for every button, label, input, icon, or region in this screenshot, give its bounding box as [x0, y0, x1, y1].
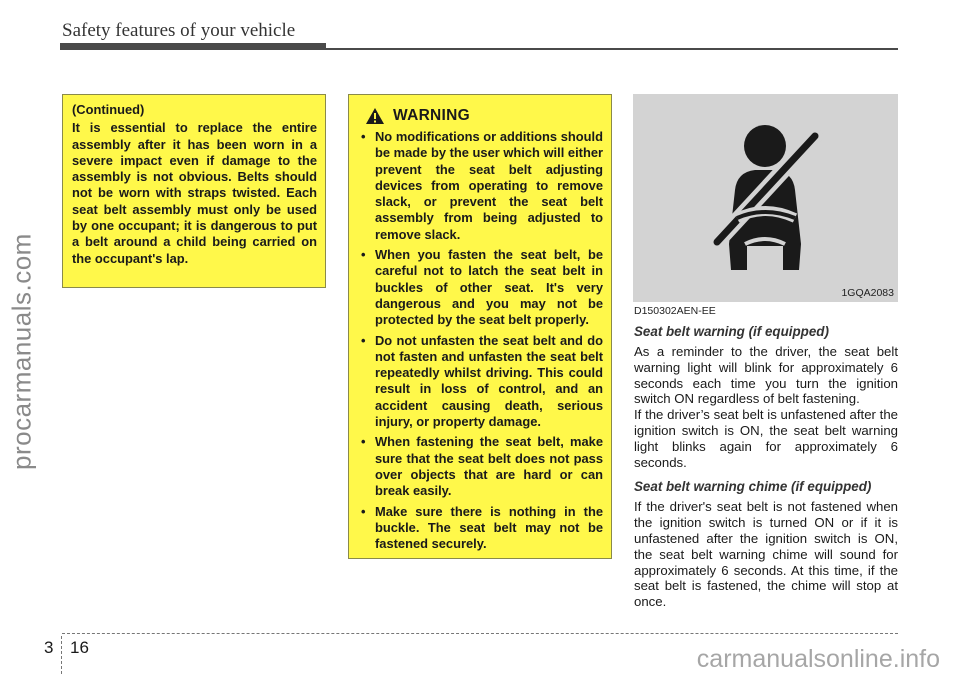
spacer: [634, 470, 898, 479]
warning-list: [357, 129, 603, 552]
illustration-code: 1GQA2083: [841, 287, 894, 299]
warning-item: • Do not unfasten the seat belt and do not fasten and unfasten the seat belt repeatedly whilst driving. This could result in loss of control, and an accident causing death, serious injury, or property damage.: [357, 333, 603, 431]
footer-rule: [62, 633, 898, 634]
footer-section-number: 3: [44, 638, 54, 657]
document-code: D150302AEN-EE: [634, 305, 716, 317]
header-rule-thick: [60, 43, 326, 50]
footer-divider: [61, 636, 62, 674]
right-column: [634, 305, 898, 610]
paragraph: As a reminder to the driver, the seat belt warning light will blink for approximately 6 seconds each time you turn the ignition switch ON regardless of belt fastening.: [634, 344, 898, 407]
warning-header: [357, 107, 603, 125]
warning-triangle-icon: [365, 107, 385, 125]
paragraph: If the driver’s seat belt is unfastened after the ignition switch is ON, the seat belt warning light blinks again for approximately 6 seconds.: [634, 407, 898, 470]
section-heading-seat-belt-warning: Seat belt warning (if equipped): [634, 324, 829, 339]
page-header-title: Safety features of your vehicle: [62, 20, 296, 41]
warning-item: • No modifications or additions should be made by the user which will either prevent the seat belt adjusting devices from operating to remove slack, or prevent the seat belt assembly from being adjusted to remove slack.: [357, 129, 603, 243]
continued-text: It is essential to replace the entire assembly after it has been worn in a severe impact even if damage to the assembly is not obvious. Belts should not be worn with straps twisted. Each seat belt assembly must only be used by one occupant; it is dangerous to put a belt around a child being carried on the occupant's lap.: [72, 120, 317, 266]
side-watermark: procarmanuals.com: [6, 233, 37, 471]
seat-belt-illustration: [633, 94, 898, 302]
warning-item: • Make sure there is nothing in the buckle. The seat belt may not be fastened securely.: [357, 504, 603, 553]
warning-item: • When you fasten the seat belt, be careful not to latch the seat belt in buckles of other seat. It's very dangerous and you may not be protected by the seat belt properly.: [357, 247, 603, 328]
footer-page-number: 16: [70, 638, 89, 657]
warning-title: WARNING: [393, 106, 471, 124]
header-rule-thin: [326, 48, 898, 50]
section-heading-warning-chime: Seat belt warning chime (if equipped): [634, 479, 872, 495]
bottom-watermark: carmanualsonline.info: [696, 645, 940, 673]
seat-belt-warning-icon: [633, 94, 898, 302]
warning-box: [348, 94, 612, 559]
continued-label: (Continued): [72, 102, 145, 117]
warning-item: • When fastening the seat belt, make sure that the seat belt does not pass over objects that are hard or can break easily.: [357, 434, 603, 499]
continued-note-box: [62, 94, 326, 288]
paragraph: If the driver's seat belt is not fastened when the ignition switch is turned ON or if it is unfastened after the ignition switch is ON, the seat belt warning chime will sound for approximately 6 seconds. At this time, if the seat belt is fastened, the chime will stop at once.: [634, 499, 898, 610]
